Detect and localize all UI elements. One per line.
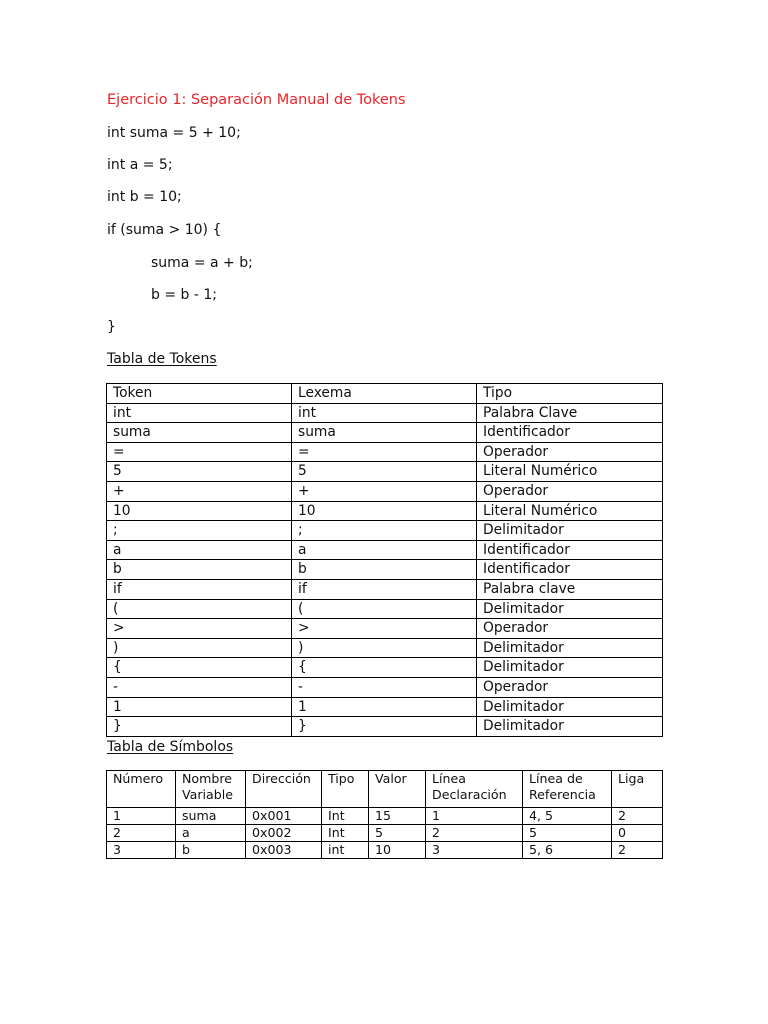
table-cell: Palabra Clave xyxy=(477,403,663,423)
table-row xyxy=(107,697,663,717)
table-cell: ( xyxy=(107,599,292,619)
table-cell: } xyxy=(107,717,292,737)
table-cell: Int xyxy=(322,808,369,825)
table-cell: ; xyxy=(292,521,477,541)
table-cell: Identificador xyxy=(477,560,663,580)
table-cell: suma xyxy=(176,808,246,825)
code-line: if (suma > 10) { xyxy=(107,222,222,238)
code-line: int suma = 5 + 10; xyxy=(107,125,241,141)
tokens-table xyxy=(106,383,663,737)
exercise-heading: Ejercicio 1: Separación Manual de Tokens xyxy=(107,92,406,108)
column-header: Token xyxy=(107,384,292,404)
table-cell: 1 xyxy=(107,697,292,717)
table-cell: Identificador xyxy=(477,423,663,443)
table-cell: Palabra clave xyxy=(477,579,663,599)
table-cell: 10 xyxy=(369,842,426,859)
table-cell: suma xyxy=(292,423,477,443)
table-row xyxy=(107,619,663,639)
table-cell: int xyxy=(107,403,292,423)
table-cell: int xyxy=(292,403,477,423)
table-cell: ( xyxy=(292,599,477,619)
table-cell: = xyxy=(292,442,477,462)
tokens-table-title: Tabla de Tokens xyxy=(107,351,217,367)
table-cell: - xyxy=(292,677,477,697)
column-header: Nombre Variable xyxy=(176,771,246,808)
table-row xyxy=(107,442,663,462)
table-cell: Delimitador xyxy=(477,658,663,678)
table-cell: { xyxy=(107,658,292,678)
table-row xyxy=(107,501,663,521)
symbols-table xyxy=(106,770,663,859)
column-header: Dirección xyxy=(246,771,322,808)
table-cell: suma xyxy=(107,423,292,443)
table-cell: } xyxy=(292,717,477,737)
table-header-row xyxy=(107,384,663,404)
table-header-row xyxy=(107,771,663,808)
table-cell: - xyxy=(107,677,292,697)
table-cell: if xyxy=(292,579,477,599)
table-cell: 10 xyxy=(292,501,477,521)
code-line: suma = a + b; xyxy=(151,255,253,271)
table-cell: 15 xyxy=(369,808,426,825)
table-cell: Int xyxy=(322,825,369,842)
table-cell: b xyxy=(107,560,292,580)
table-cell: Delimitador xyxy=(477,599,663,619)
table-row xyxy=(107,423,663,443)
table-cell: 5 xyxy=(523,825,612,842)
table-row xyxy=(107,599,663,619)
table-cell: ) xyxy=(292,638,477,658)
table-cell: 4, 5 xyxy=(523,808,612,825)
table-row xyxy=(107,481,663,501)
code-line: int b = 10; xyxy=(107,189,182,205)
table-cell: = xyxy=(107,442,292,462)
table-cell: b xyxy=(292,560,477,580)
table-cell: Operador xyxy=(477,619,663,639)
table-cell: + xyxy=(107,481,292,501)
table-cell: > xyxy=(107,619,292,639)
table-cell: 10 xyxy=(107,501,292,521)
table-cell: a xyxy=(107,540,292,560)
table-cell: Operador xyxy=(477,481,663,501)
table-cell: 2 xyxy=(612,842,663,859)
table-cell: 0x003 xyxy=(246,842,322,859)
table-cell: ; xyxy=(107,521,292,541)
table-cell: if xyxy=(107,579,292,599)
table-row xyxy=(107,462,663,482)
table-row xyxy=(107,521,663,541)
code-line: } xyxy=(107,319,116,335)
table-cell: Delimitador xyxy=(477,717,663,737)
table-cell: 1 xyxy=(107,808,176,825)
table-row xyxy=(107,658,663,678)
column-header: Línea de Referencia xyxy=(523,771,612,808)
table-row xyxy=(107,842,663,859)
table-cell: 5, 6 xyxy=(523,842,612,859)
symbols-table-title: Tabla de Símbolos xyxy=(107,739,234,755)
table-cell: a xyxy=(176,825,246,842)
table-cell: 5 xyxy=(292,462,477,482)
table-cell: 5 xyxy=(107,462,292,482)
code-line: b = b - 1; xyxy=(151,287,217,303)
table-cell: 0x002 xyxy=(246,825,322,842)
table-row xyxy=(107,808,663,825)
table-cell: Delimitador xyxy=(477,521,663,541)
table-row xyxy=(107,638,663,658)
code-line: int a = 5; xyxy=(107,157,173,173)
table-cell: ) xyxy=(107,638,292,658)
column-header: Lexema xyxy=(292,384,477,404)
table-cell: Delimitador xyxy=(477,697,663,717)
table-row xyxy=(107,825,663,842)
table-cell: 2 xyxy=(612,808,663,825)
table-cell: 2 xyxy=(426,825,523,842)
table-row xyxy=(107,560,663,580)
table-cell: Operador xyxy=(477,442,663,462)
table-cell: b xyxy=(176,842,246,859)
table-cell: 2 xyxy=(107,825,176,842)
table-cell: 5 xyxy=(369,825,426,842)
table-cell: 0 xyxy=(612,825,663,842)
column-header: Tipo xyxy=(477,384,663,404)
table-cell: Literal Numérico xyxy=(477,501,663,521)
table-row xyxy=(107,540,663,560)
table-cell: a xyxy=(292,540,477,560)
table-cell: Operador xyxy=(477,677,663,697)
column-header: Línea Declaración xyxy=(426,771,523,808)
column-header: Número xyxy=(107,771,176,808)
table-cell: 0x001 xyxy=(246,808,322,825)
column-header: Valor xyxy=(369,771,426,808)
table-row xyxy=(107,717,663,737)
table-cell: > xyxy=(292,619,477,639)
table-cell: int xyxy=(322,842,369,859)
table-cell: 1 xyxy=(426,808,523,825)
column-header: Liga xyxy=(612,771,663,808)
table-cell: { xyxy=(292,658,477,678)
table-row xyxy=(107,579,663,599)
table-cell: Literal Numérico xyxy=(477,462,663,482)
table-cell: 3 xyxy=(107,842,176,859)
table-cell: Identificador xyxy=(477,540,663,560)
table-cell: 1 xyxy=(292,697,477,717)
table-row xyxy=(107,677,663,697)
table-row xyxy=(107,403,663,423)
column-header: Tipo xyxy=(322,771,369,808)
table-cell: + xyxy=(292,481,477,501)
table-cell: Delimitador xyxy=(477,638,663,658)
table-cell: 3 xyxy=(426,842,523,859)
